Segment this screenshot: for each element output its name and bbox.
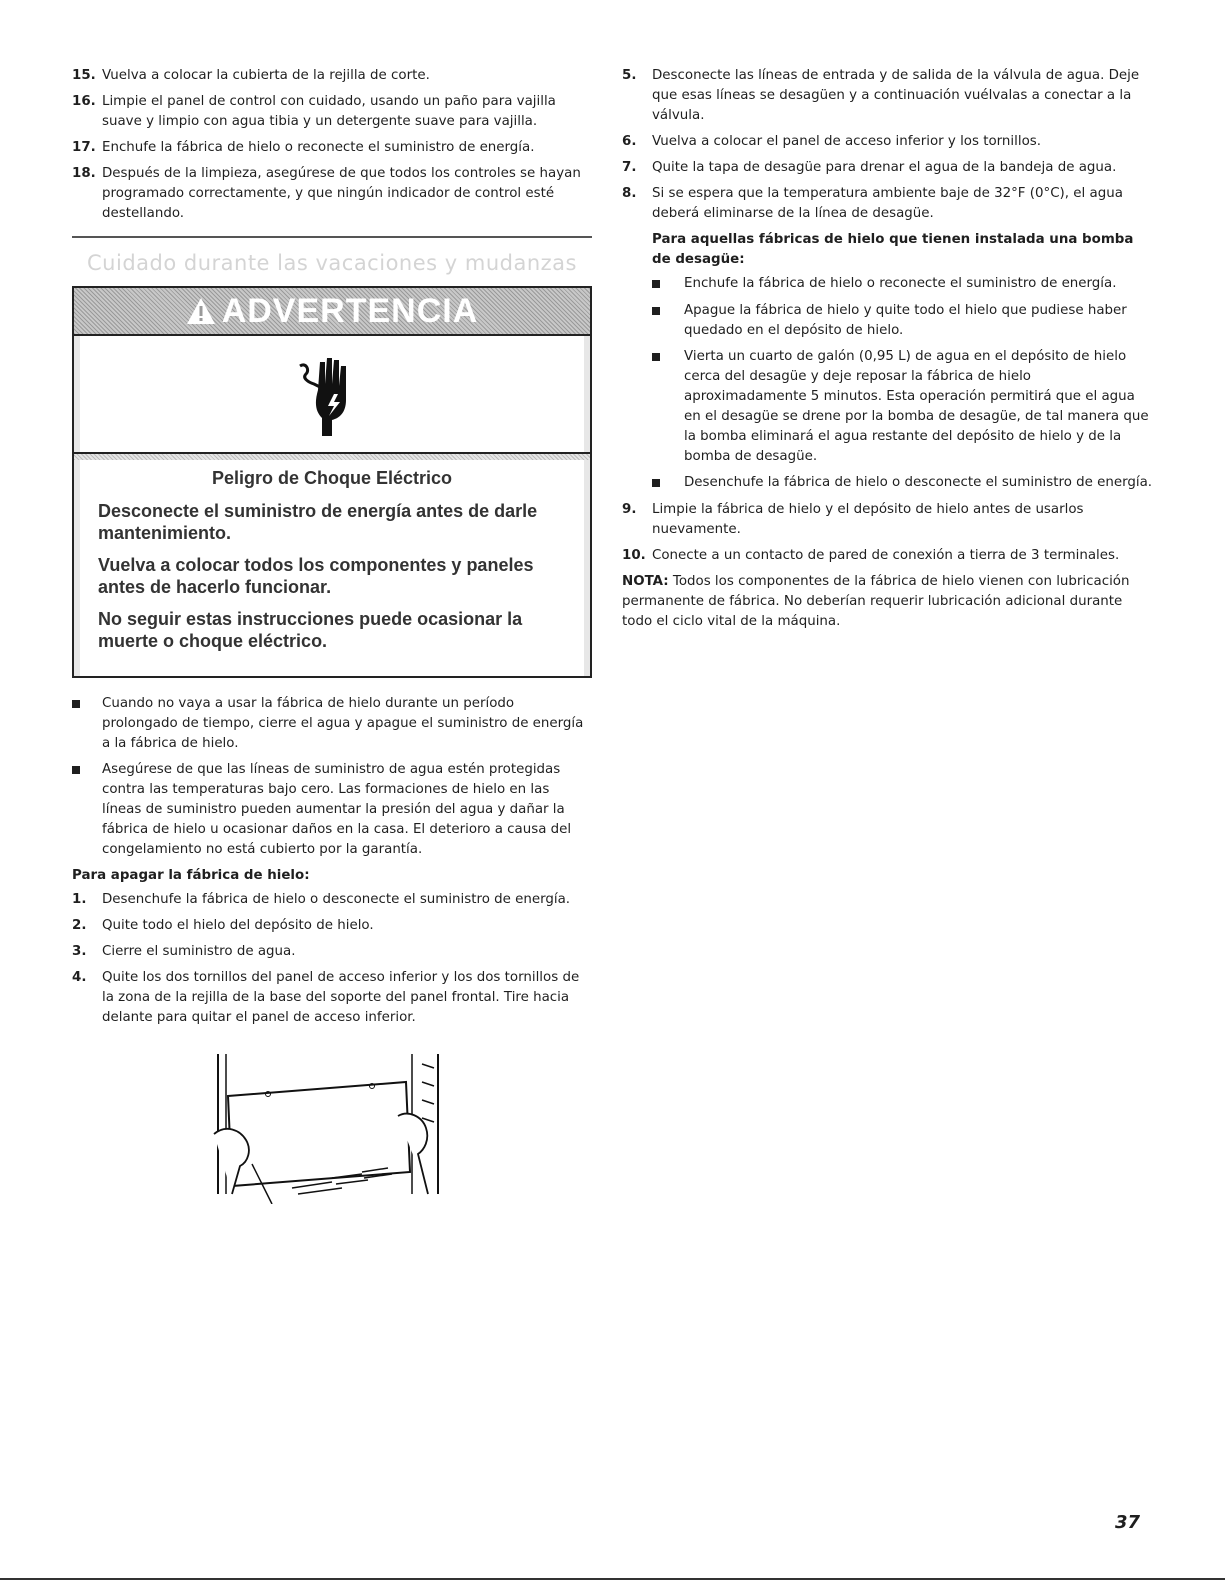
bullet-icon: [72, 694, 102, 754]
warning-line: Vuelva a colocar todos los componentes y paneles antes de hacerlo funcionar.: [98, 555, 534, 597]
warning-line: Desconecte el suministro de energía antes de darle mantenimiento.: [98, 501, 538, 543]
bullet-icon: [652, 473, 684, 494]
item-number: 5.: [622, 68, 637, 83]
item-number: 3.: [72, 944, 87, 959]
item-text: Si se espera que la temperatura ambiente baje de 32°F (0°C), el agua deberá eliminarse de la línea de desagüe.: [652, 186, 1123, 221]
bullet-item: [652, 274, 1154, 295]
bullet-icon: [652, 274, 684, 295]
numbered-list-steps: [72, 890, 592, 1028]
item-number: 7.: [622, 160, 637, 175]
bullet-text: Enchufe la fábrica de hielo o reconecte el suministro de energía.: [684, 276, 1117, 291]
warning-divider-band: [74, 452, 590, 460]
item-text: Después de la limpieza, asegúrese de que todos los controles se hayan programado correctamente, y que ningún indicador de control esté destellando.: [102, 166, 581, 221]
list-item: [72, 66, 592, 86]
note-label: NOTA:: [622, 574, 669, 589]
list-item: [622, 546, 1154, 566]
item-text: Limpie la fábrica de hielo y el depósito de hielo antes de usarlos nuevamente.: [652, 502, 1084, 537]
list-item: [622, 184, 1154, 224]
item-number: 2.: [72, 918, 87, 933]
pump-bullet-list: [652, 274, 1154, 494]
item-text: Quite todo el hielo del depósito de hielo.: [102, 918, 374, 933]
bullet-item: [652, 301, 1154, 341]
item-text: Quite la tapa de desagüe para drenar el agua de la bandeja de agua.: [652, 160, 1117, 175]
bullet-text: Asegúrese de que las líneas de suministro de agua estén protegidas contra las temperaturas bajo cero. Las formaciones de hielo en las líneas de suministro pueden aumentar la presión del agua y dañar la fábrica de hielo u ocasionar daños en la casa. El deterioro a causa del congelamiento no está cubierto por la garantía.: [102, 762, 572, 857]
item-number: 10.: [622, 548, 646, 563]
item-text: Vuelva a colocar el panel de acceso inferior y los tornillos.: [652, 134, 1042, 149]
item-number: 16.: [72, 94, 96, 109]
list-item: [622, 66, 1154, 126]
list-item: [72, 942, 592, 962]
bullet-icon: [652, 347, 684, 467]
warning-line: No seguir estas instrucciones puede ocasionar la muerte o choque eléctrico.: [98, 609, 523, 651]
item-number: 8.: [622, 186, 637, 201]
right-column: [622, 66, 1154, 632]
bullet-icon: [652, 301, 684, 341]
bullet-icon: [72, 760, 102, 860]
list-item: [622, 132, 1154, 152]
hazard-label: Peligro de Choque Eléctrico: [211, 468, 453, 488]
warning-body: [74, 460, 590, 676]
section-divider: [72, 236, 592, 238]
numbered-list-top: [72, 66, 592, 224]
item-text: Quite los dos tornillos del panel de acceso inferior y los dos tornillos de la zona de la rejilla de la base del soporte del panel frontal. Tire hacia delante para quitar el panel de acceso inferior.: [102, 970, 580, 1025]
list-item: [72, 890, 592, 910]
subheading: Para apagar la fábrica de hielo:: [72, 868, 310, 883]
warning-title: ADVERTENCIA: [221, 292, 479, 330]
note-paragraph: [622, 572, 1154, 632]
bullet-item: [72, 694, 592, 754]
bullet-text: Vierta un cuarto de galón (0,95 L) de agua en el depósito de hielo cerca del desagüe y deje reposar la fábrica de hielo aproximadamente 5 minutos. Esta operación permitirá que el agua en el desagüe se drene por la bomba de desagüe, de tal manera que la bomba eliminará el agua restante del depósito de hielo y de la bomba de desagüe.: [684, 349, 1149, 464]
warning-header: [74, 288, 590, 336]
warning-triangle-icon: [186, 297, 216, 325]
item-text: Desconecte las líneas de entrada y de salida de la válvula de agua. Deje que esas líneas se desagüen y a continuación vuélvalas a conectar a la válvula.: [652, 68, 1140, 123]
access-panel-illustration: [212, 1054, 452, 1204]
left-column: [72, 66, 592, 1211]
bullet-text: Desenchufe la fábrica de hielo o desconecte el suministro de energía.: [684, 475, 1153, 490]
item-text: Limpie el panel de control con cuidado, usando un paño para vajilla suave y limpio con agua tibia y un detergente suave para vajilla.: [102, 94, 556, 129]
section-title: Cuidado durante las vacaciones y mudanzas: [87, 251, 577, 275]
bullet-text: Cuando no vaya a usar la fábrica de hielo durante un período prolongado de tiempo, cierre el agua y apague el suministro de energía a la fábrica de hielo.: [102, 696, 584, 751]
item-text: Vuelva a colocar la cubierta de la rejilla de corte.: [102, 68, 430, 83]
warning-icon-area: [74, 336, 590, 452]
bottom-rule: [0, 1578, 1225, 1580]
electric-shock-hand-icon: [292, 348, 372, 440]
warning-box: [72, 286, 592, 678]
item-number: 17.: [72, 140, 96, 155]
note-text: Todos los componentes de la fábrica de hielo vienen con lubricación permanente de fábrica. No deberían requerir lubricación adicional durante todo el ciclo vital de la máquina.: [622, 574, 1130, 629]
list-item: [622, 500, 1154, 540]
bullet-item: [652, 347, 1154, 467]
item-text: Enchufe la fábrica de hielo o reconecte el suministro de energía.: [102, 140, 535, 155]
list-item: [72, 968, 592, 1028]
item-number: 18.: [72, 166, 96, 181]
numbered-list-continued: [622, 66, 1154, 224]
pump-subheading: Para aquellas fábricas de hielo que tienen instalada una bomba de desagüe:: [652, 232, 1134, 267]
list-item: [72, 164, 592, 224]
item-text: Desenchufe la fábrica de hielo o desconecte el suministro de energía.: [102, 892, 571, 907]
item-number: 15.: [72, 68, 96, 83]
bullet-item: [652, 473, 1154, 494]
list-item: [72, 92, 592, 132]
item-number: 1.: [72, 892, 87, 907]
list-item: [72, 138, 592, 158]
page-number: 37: [1114, 1512, 1140, 1533]
item-number: 4.: [72, 970, 87, 985]
list-item: [72, 916, 592, 936]
bullet-text: Apague la fábrica de hielo y quite todo el hielo que pudiese haber quedado en el depósito de hielo.: [684, 303, 1127, 338]
bullet-list: [72, 694, 592, 860]
list-item: [622, 158, 1154, 178]
bullet-item: [72, 760, 592, 860]
numbered-list-final: [622, 500, 1154, 566]
item-text: Cierre el suministro de agua.: [102, 944, 296, 959]
item-text: Conecte a un contacto de pared de conexión a tierra de 3 terminales.: [652, 548, 1120, 563]
item-number: 6.: [622, 134, 637, 149]
item-number: 9.: [622, 502, 637, 517]
